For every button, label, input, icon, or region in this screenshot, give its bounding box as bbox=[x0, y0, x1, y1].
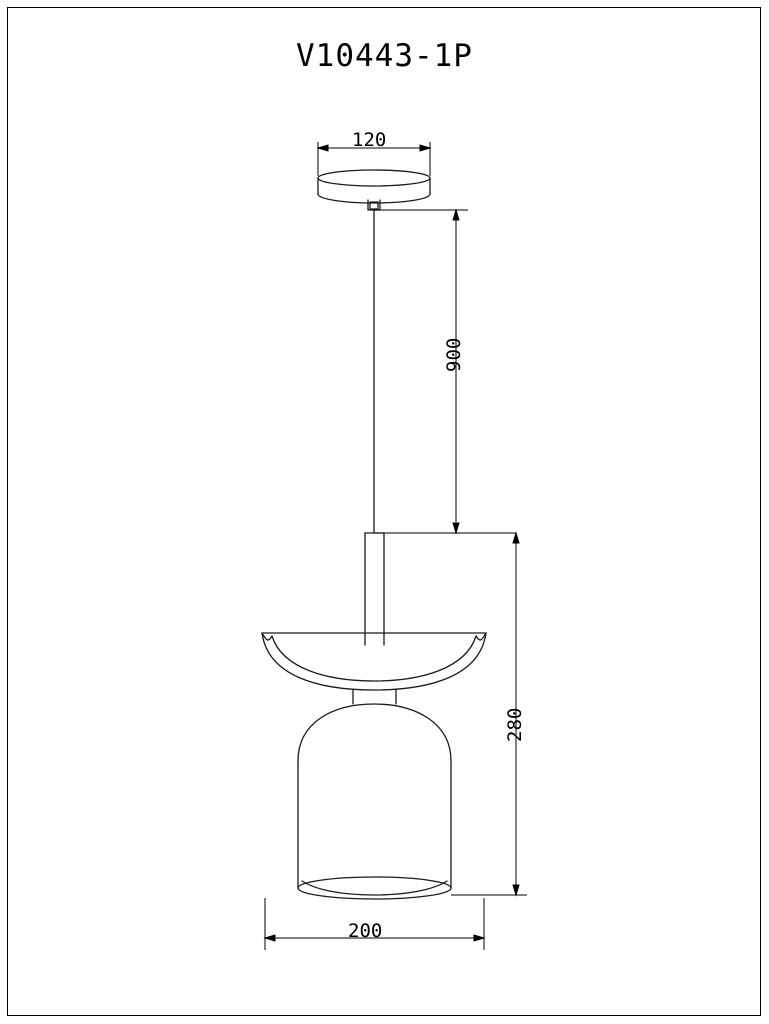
dish-diffuser-shape bbox=[262, 633, 486, 690]
glass-shade-shape bbox=[298, 704, 451, 899]
dim-label-canopy-width: 120 bbox=[352, 129, 387, 151]
dim-label-fixture-height: 280 bbox=[504, 707, 526, 742]
dim-label-suspension-drop: 900 bbox=[443, 337, 465, 372]
stem-tube-shape bbox=[365, 533, 384, 645]
page-title: V10443-1P bbox=[296, 38, 473, 74]
dimension-lines bbox=[265, 142, 527, 950]
ceiling-canopy-shape bbox=[318, 170, 430, 210]
dim-label-shade-diameter: 200 bbox=[348, 920, 383, 942]
shade-collar-shape bbox=[353, 690, 396, 704]
